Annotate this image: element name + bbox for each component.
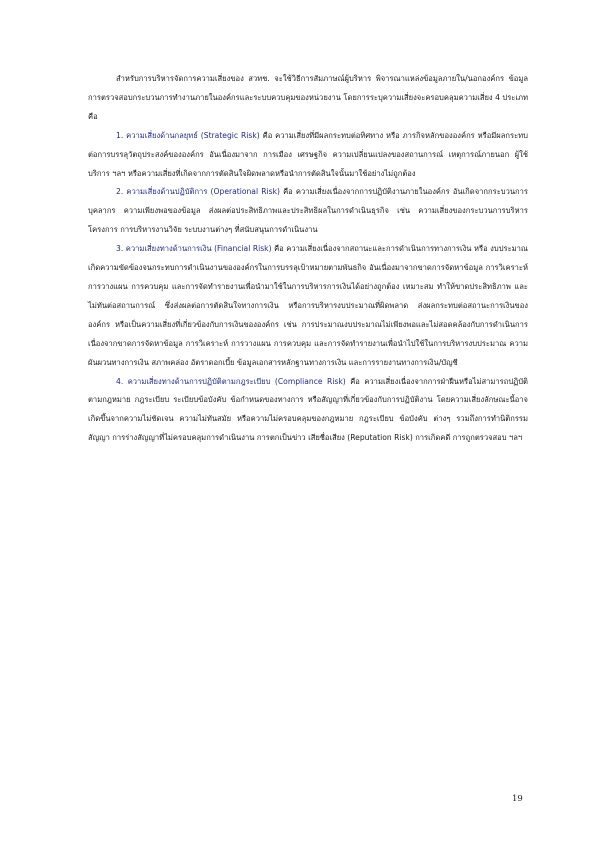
strategic-risk-heading: 1. ความเสี่ยงด้านกลยุทธ์ (Strategic Risk)	[116, 130, 260, 140]
strategic-risk-paragraph	[88, 127, 528, 184]
operational-risk-paragraph	[88, 183, 528, 240]
financial-risk-paragraph	[88, 240, 528, 372]
document-body	[88, 70, 528, 448]
compliance-risk-text: คือ ความเสี่ยงเนื่องจากการฝ่าฝืนหรือไม่สามารถปฏิบัติตามกฎหมาย กฎระเบียบ ระเบียบข้อบังคับ ข้อกำหนดของทางการ หรือสัญญาที่เกี่ยวข้องกับการปฏิบัติงาน โดยความเสี่ยงลักษณะนี้อาจเกิดขึ้นจากความไม่ชัดเจน ความไม่ทันสมัย หรือความไม่ครอบคลุมของกฎหมาย กฎระเบียบ ข้อบังคับ ต่างๆ รวมถึงการทำนิติกรรมสัญญา การร่างสัญญาที่ไม่ครอบคลุมการดำเนินงาน การตกเป็นข่าว เสียชื่อเสียง (Reputation Risk) การเกิดคดี การถูกตรวจสอบ ฯลฯ	[88, 376, 528, 443]
operational-risk-heading: 2. ความเสี่ยงด้านปฏิบัติการ (Operational Risk)	[116, 187, 280, 197]
intro-paragraph: สำหรับการบริหารจัดการความเสี่ยงของ สวทช. จะใช้วิธีการสัมภาษณ์ผู้บริหาร พิจารณาแหล่งข้อมูลภายใน/นอกองค์กร ข้อมูลการตรวจสอบกระบวนการทำงานภายในองค์กรและระบบควบคุมของหน่วยงาน โดยการระบุความเสี่ยงจะครอบคลุมความเสี่ยง 4 ประเภท คือ	[88, 74, 528, 121]
strategic-risk-text: คือ ความเสี่ยงที่มีผลกระทบต่อทิศทาง หรือ ภารกิจหลักขององค์กร หรือมีผลกระทบต่อการบรรลุวัตถุประสงค์ขององค์กร อันเนื่องมาจาก การเมือง เศรษฐกิจ ความเปลี่ยนแปลงของสถานการณ์ เหตุการณ์ภายนอก ผู้ใช้บริการ ฯลฯ หรือความเสี่ยงที่เกิดจากการตัดสินใจผิดพลาดหรือนำการตัดสินใจนั้นมาใช้อย่างไม่ถูกต้อง	[88, 130, 528, 178]
financial-risk-text: คือ ความเสี่ยงเนื่องจากสถานะและการดำเนินการทางการเงิน หรือ งบประมาณเกิดความขัดข้องจนกระทบการดำเนินงานขององค์กรในการบรรลุเป้าหมายตามพันธกิจ อันเนื่องมาจากขาดการจัดหาข้อมูล การวิเคราะห์ การวางแผน การควบคุม และการจัดทำรายงานเพื่อนำมาใช้ในการบริหารการเงินได้อย่างถูกต้อง เหมาะสม ทำให้ขาดประสิทธิภาพ และไม่ทันต่อสถานการณ์ ซึ่งส่งผลต่อการตัดสินใจทางการเงิน หรือการบริหารงบประมาณที่ผิดพลาด ส่งผลกระทบต่อสถานะการเงินขององค์กร หรือเป็นความเสี่ยงที่เกี่ยวข้องกับการเงินขององค์กร เช่น การประมาณงบประมาณไม่เพียงพอและไม่สอดคล้องกับการดำเนินการ เนื่องจากขาดการจัดหาข้อมูล การวิเคราะห์ การวางแผน การควบคุม และการจัดทำรายงานเพื่อนำไปใช้ในการบริหารงบประมาณ ความผันผวนทางการเงิน สภาพคล่อง อัตราดอกเบี้ย ข้อมูลเอกสารหลักฐานทางการเงิน และการรายงานทางการเงิน/บัญชี	[88, 244, 528, 367]
page-number: 19	[512, 794, 523, 804]
operational-risk-text: คือ ความเสี่ยงเนื่องจากการปฏิบัติงานภายในองค์กร อันเกิดจากกระบวนการ บุคลากร ความเพียงพอของข้อมูล ส่งผลต่อประสิทธิภาพและประสิทธิผลในการดำเนินธุรกิจ เช่น ความเสี่ยงของกระบวนการบริหารโครงการ การบริหารงานวิจัย ระบบงานต่างๆ ที่สนับสนุนการดำเนินงาน	[88, 187, 528, 235]
compliance-risk-paragraph	[88, 373, 528, 449]
financial-risk-heading: 3. ความเสี่ยงทางด้านการเงิน (Financial Risk)	[116, 244, 272, 254]
compliance-risk-heading: 4. ความเสี่ยงทางด้านการปฏิบัติตามกฎระเบียบ (Compliance Risk)	[116, 376, 346, 386]
